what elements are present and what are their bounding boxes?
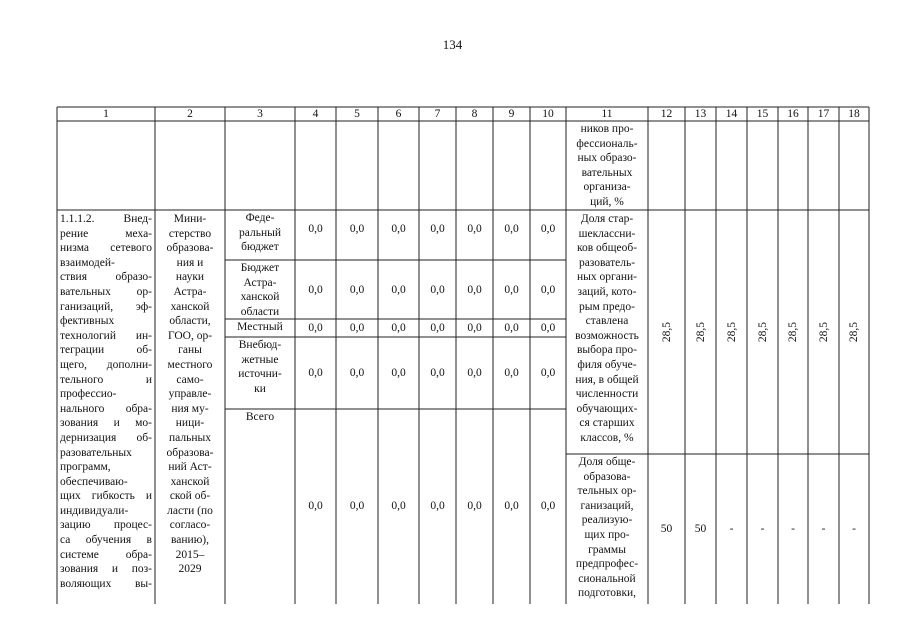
text-line: стерство bbox=[168, 227, 212, 240]
text-line: предпрофес- bbox=[575, 558, 639, 571]
text-line: ных органи- bbox=[577, 271, 637, 284]
value-cell: 0,0 bbox=[467, 283, 482, 296]
text-line: теграции об- bbox=[60, 344, 152, 357]
text-line: 1.1.1.2. Внед- bbox=[60, 213, 152, 225]
source-label bbox=[227, 211, 293, 259]
text-line: зования и поз- bbox=[60, 563, 152, 576]
text-line: воляющих вы- bbox=[60, 577, 152, 590]
source-label bbox=[227, 320, 293, 336]
indicator-value: 28,5 bbox=[787, 321, 799, 343]
text-line: возможность bbox=[575, 329, 639, 342]
text-line: ния, в общей bbox=[575, 373, 639, 386]
text-line: обучающих- bbox=[576, 402, 638, 415]
text-line: само- bbox=[176, 373, 204, 386]
text-line: ных образо- bbox=[577, 152, 637, 165]
text-line: профессио- bbox=[60, 388, 117, 401]
text-line: 2029 bbox=[178, 563, 202, 576]
text-line: ГОО, ор- bbox=[167, 329, 213, 342]
header-col-7: 7 bbox=[434, 108, 441, 120]
text-line: Внебюд- bbox=[238, 339, 282, 351]
text-line: образова- bbox=[583, 470, 631, 483]
value-cell: 0,0 bbox=[504, 283, 519, 296]
text-line: ханской bbox=[240, 291, 280, 304]
text-line: управле- bbox=[168, 388, 212, 401]
text-line: граммы bbox=[588, 543, 626, 556]
value-cell: 0,0 bbox=[349, 367, 365, 379]
executor bbox=[157, 212, 223, 604]
value-cell: 0,0 bbox=[504, 367, 519, 379]
header-col-11: 11 bbox=[601, 108, 613, 120]
indicator-text bbox=[569, 212, 645, 453]
text-line: системе обра- bbox=[60, 548, 152, 561]
text-line: ния и bbox=[176, 256, 204, 269]
text-line: Доля стар- bbox=[580, 213, 634, 225]
indicator-continuation bbox=[569, 122, 645, 209]
value-cell: 0,0 bbox=[349, 322, 365, 334]
text-line: заций, кото- bbox=[577, 285, 637, 298]
text-line: технологий ин- bbox=[60, 329, 152, 342]
value-cell: 0,0 bbox=[504, 499, 519, 512]
text-line: зацию процес- bbox=[60, 519, 152, 532]
value-cell: 0,0 bbox=[308, 283, 323, 296]
indicator-value: 28,5 bbox=[694, 321, 707, 343]
text-line: ганы bbox=[178, 344, 202, 357]
text-line: образова- bbox=[166, 446, 214, 459]
text-line: ганизаций, bbox=[580, 499, 634, 512]
text-line: зования и мо- bbox=[60, 417, 152, 430]
text-line: классов, % bbox=[580, 431, 634, 444]
indicator-value: 28,5 bbox=[817, 321, 830, 343]
text-line: вательных ор- bbox=[60, 285, 152, 298]
value-cell: 0,0 bbox=[308, 322, 323, 334]
text-line: ки bbox=[254, 382, 266, 395]
value-cell: 0,0 bbox=[430, 499, 445, 512]
text-line: рение меха- bbox=[60, 227, 152, 240]
text-line: жетные bbox=[241, 353, 279, 366]
text-line: ласти (по bbox=[167, 504, 213, 517]
text-line: реализую- bbox=[581, 514, 633, 527]
text-line: тельного и bbox=[60, 373, 152, 386]
indicator-value: 50 bbox=[660, 523, 673, 535]
text-line: Мини- bbox=[173, 213, 207, 225]
source-label bbox=[227, 338, 293, 408]
text-line: ральный bbox=[239, 226, 281, 239]
text-line: Доля обще- bbox=[578, 456, 636, 468]
text-line: пальных bbox=[169, 431, 211, 444]
value-cell: 0,0 bbox=[467, 322, 482, 334]
text-line: Бюджет bbox=[240, 262, 280, 274]
text-line: щих про- bbox=[584, 528, 630, 541]
text-line: фессиональ- bbox=[576, 137, 638, 150]
text-line: организа- bbox=[583, 181, 631, 194]
value-cell: 0,0 bbox=[540, 367, 556, 379]
value-cell: 0,0 bbox=[430, 322, 445, 334]
text-line: ханской bbox=[170, 300, 210, 313]
header-col-16: 16 bbox=[787, 108, 799, 120]
measure-description bbox=[60, 212, 152, 604]
indicator-value: - bbox=[821, 523, 826, 535]
value-cell: 0,0 bbox=[391, 322, 406, 334]
page-number: 134 bbox=[442, 37, 463, 52]
value-cell: 0,0 bbox=[308, 499, 323, 512]
indicator-value: 28,5 bbox=[725, 321, 738, 343]
text-line: бюджет bbox=[241, 241, 279, 254]
value-cell: 0,0 bbox=[430, 223, 445, 235]
text-line: обеспечиваю- bbox=[60, 475, 128, 488]
text-line: области, bbox=[169, 315, 211, 328]
text-line bbox=[227, 335, 293, 336]
header-col-14: 14 bbox=[725, 108, 738, 120]
value-cell: 0,0 bbox=[391, 223, 406, 235]
indicator-text bbox=[569, 455, 645, 603]
header-col-9: 9 bbox=[508, 108, 515, 120]
text-line: ся старших bbox=[579, 417, 635, 430]
text-line: ствия образо- bbox=[60, 271, 152, 284]
value-cell: 0,0 bbox=[540, 322, 556, 334]
indicator-value: 28,5 bbox=[848, 321, 860, 343]
indicator-value: - bbox=[760, 523, 765, 535]
indicator-value: - bbox=[791, 523, 795, 535]
text-line: сиональной bbox=[578, 572, 636, 585]
value-cell: 0,0 bbox=[504, 223, 519, 235]
source-label bbox=[227, 261, 293, 318]
header-col-10: 10 bbox=[542, 108, 554, 120]
header-col-5: 5 bbox=[354, 108, 360, 120]
text-line: согласо- bbox=[169, 519, 211, 532]
value-cell: 0,0 bbox=[540, 499, 556, 512]
header-col-15: 15 bbox=[756, 108, 769, 120]
value-cell: 0,0 bbox=[308, 223, 323, 235]
value-cell: 0,0 bbox=[467, 367, 482, 379]
text-line: щего, дополни- bbox=[60, 358, 152, 371]
value-cell: 0,0 bbox=[391, 367, 406, 379]
value-cell: 0,0 bbox=[540, 283, 556, 296]
header-col-3: 3 bbox=[257, 108, 263, 120]
header-col-12: 12 bbox=[660, 108, 673, 120]
text-line: ний Аст- bbox=[168, 461, 212, 474]
text-line: образова- bbox=[166, 242, 214, 255]
header-col-8: 8 bbox=[471, 108, 478, 120]
text-line: разователь- bbox=[578, 256, 636, 269]
text-line: ханской bbox=[170, 475, 210, 488]
text-line: ставлена bbox=[585, 315, 629, 328]
text-line: ков общеоб- bbox=[576, 242, 638, 255]
text-line: 2015– bbox=[175, 548, 205, 561]
indicator-value: - bbox=[729, 523, 734, 535]
header-col-18: 18 bbox=[848, 108, 860, 120]
text-line: области bbox=[240, 305, 280, 318]
header-col-4: 4 bbox=[312, 108, 319, 120]
text-line: ния му- bbox=[171, 402, 209, 415]
value-cell: 0,0 bbox=[391, 499, 406, 512]
text-line: ций, % bbox=[590, 195, 624, 208]
text-line: рым предо- bbox=[579, 300, 635, 313]
text-line: ников про- bbox=[580, 123, 634, 135]
value-cell: 0,0 bbox=[467, 223, 482, 235]
text-line: Местный bbox=[237, 321, 283, 333]
text-line: ванию), bbox=[171, 534, 209, 547]
value-cell: 0,0 bbox=[308, 367, 323, 379]
text-line: местного bbox=[167, 358, 213, 371]
text-line: выбора про- bbox=[577, 344, 637, 357]
value-cell: 0,0 bbox=[430, 367, 445, 379]
header-col-17: 17 bbox=[817, 108, 830, 120]
text-line: численности bbox=[575, 388, 639, 401]
header-col-1: 1 bbox=[103, 108, 109, 120]
indicator-value: - bbox=[852, 523, 856, 535]
source-label bbox=[227, 410, 293, 603]
value-cell: 0,0 bbox=[391, 283, 406, 296]
value-cell: 0,0 bbox=[430, 283, 445, 296]
value-cell: 0,0 bbox=[540, 223, 556, 235]
value-cell: 0,0 bbox=[467, 499, 482, 512]
text-line: Всего bbox=[245, 411, 275, 423]
header-col-6: 6 bbox=[395, 108, 402, 120]
text-line: подготовки, bbox=[577, 587, 637, 600]
text-line: са обучения в bbox=[60, 534, 152, 547]
text-line: дернизация об- bbox=[60, 431, 152, 444]
text-line: ници- bbox=[175, 417, 205, 430]
text-line: вательных bbox=[581, 166, 633, 179]
indicator-value: 28,5 bbox=[660, 321, 673, 343]
text-line: индивидуали- bbox=[60, 504, 129, 517]
text-line: Астра- bbox=[243, 276, 277, 289]
text-line: Феде- bbox=[245, 212, 275, 224]
indicator-value: 28,5 bbox=[756, 321, 769, 343]
text-line: Астра- bbox=[173, 285, 207, 298]
text-line: щих гибкость и bbox=[60, 490, 152, 503]
text-line: программ, bbox=[60, 461, 111, 474]
text-line: взаимодей- bbox=[60, 256, 115, 269]
value-cell: 0,0 bbox=[349, 283, 365, 296]
value-cell: 0,0 bbox=[504, 322, 519, 334]
text-line: шеклассни- bbox=[578, 227, 636, 240]
text-line: разовательных bbox=[60, 446, 132, 459]
value-cell: 0,0 bbox=[349, 499, 365, 512]
header-col-2: 2 bbox=[187, 108, 193, 120]
text-line: нального обра- bbox=[60, 402, 152, 415]
text-line: источни- bbox=[238, 368, 282, 381]
text-line: ской об- bbox=[169, 490, 211, 503]
text-line: фективных bbox=[60, 315, 115, 328]
text-line: науки bbox=[175, 271, 205, 284]
text-line: филя обуче- bbox=[577, 358, 637, 371]
value-cell: 0,0 bbox=[349, 223, 365, 235]
text-line: тельных ор- bbox=[577, 485, 637, 498]
text-line: ганизаций, эф- bbox=[60, 300, 152, 313]
text-line: низма сетевого bbox=[60, 242, 152, 255]
header-col-13: 13 bbox=[694, 108, 707, 120]
indicator-value: 50 bbox=[694, 523, 707, 535]
